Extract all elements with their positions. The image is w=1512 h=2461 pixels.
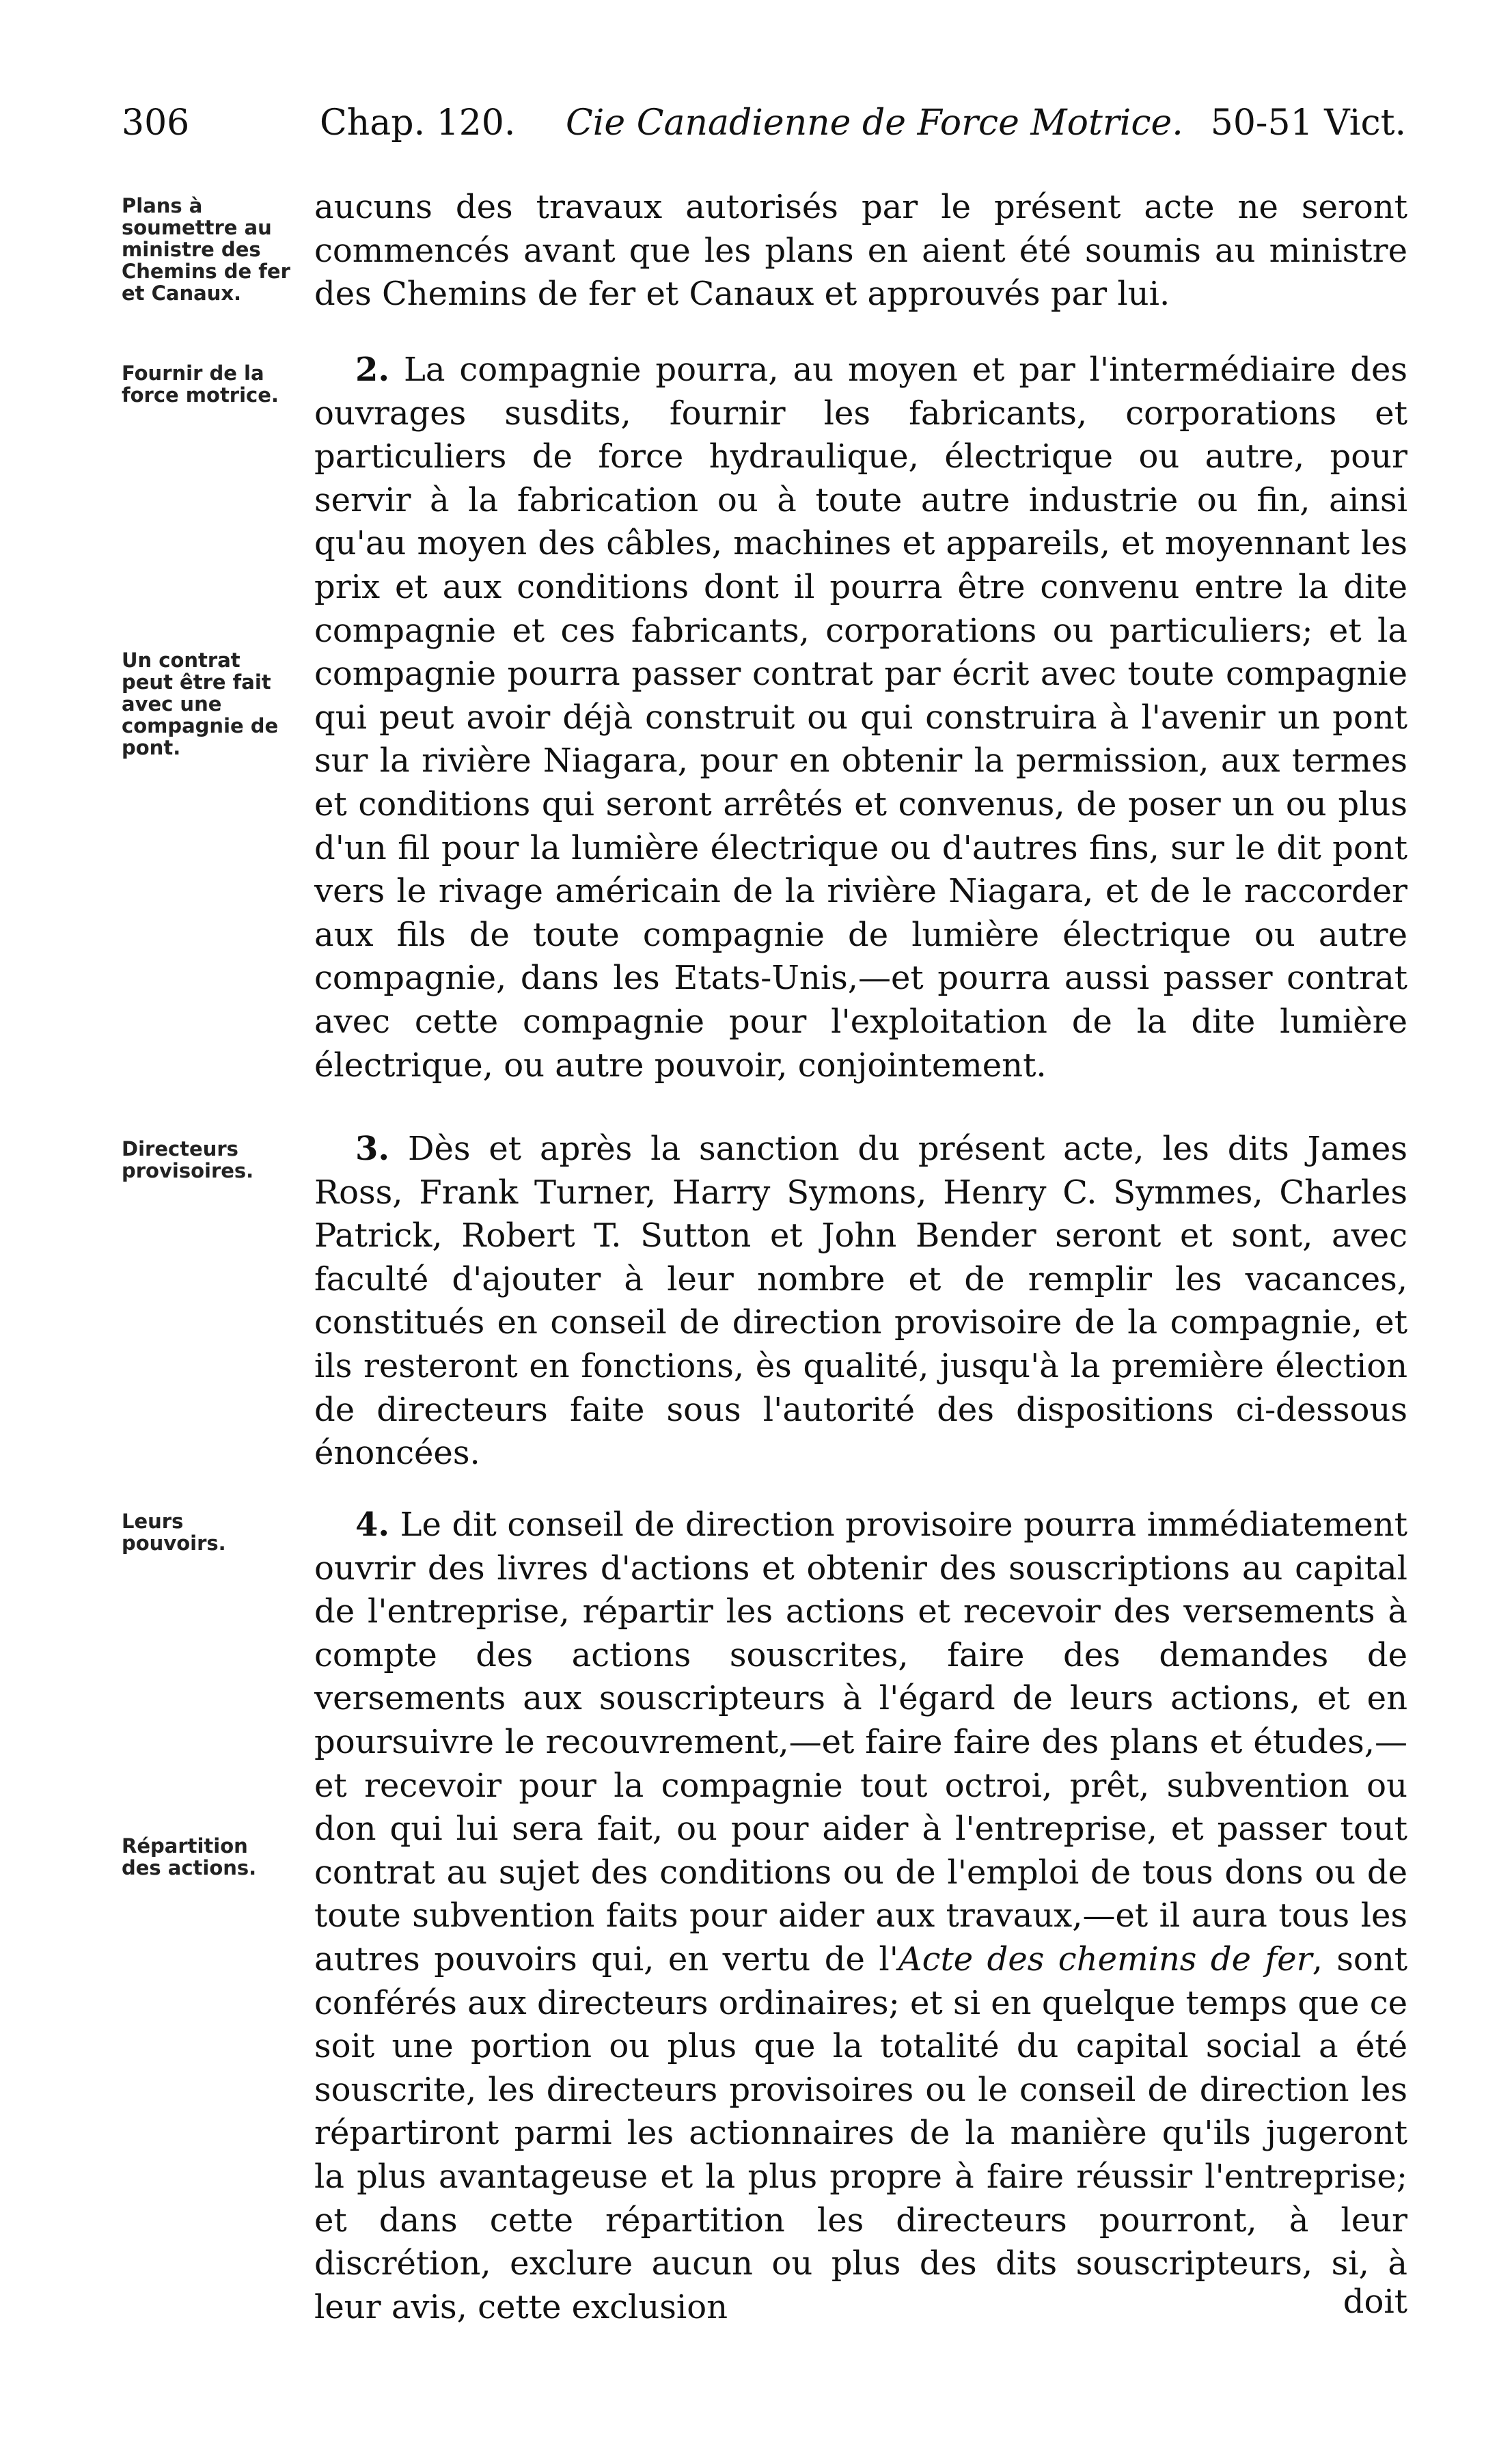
paragraph-text: , sont conférés aux directeurs ordinaires; et si en quelque temps que ce soit une portion ou plus que la totalité du capital social a été souscrite, les directeurs provisoires ou le conseil de direction les répartiront parmi les actionnaires de la manière qu'ils jugeront la plus avantageuse et la plus propre à faire réussir l'entreprise; et dans cette répartition les directeurs pourront, à leur discrétion, exclure aucun ou plus des dits souscripteurs, si, à leur avis, cette exclusion — [314, 1940, 1408, 2326]
chapter-label: Chap. 120. — [320, 103, 516, 144]
margin-note-pouvoirs: Leurs pouvoirs. — [122, 1510, 226, 1555]
act-title: Acte des chemins de fer — [898, 1940, 1312, 1979]
section-2 — [314, 349, 1407, 1087]
section-number: 3. — [355, 1130, 390, 1168]
margin-note-plans: Plans à soumettre au ministre des Chemins de fer et Canaux. — [122, 194, 290, 305]
section-number: 2. — [355, 351, 390, 389]
page-number: 306 — [122, 103, 190, 144]
section-4 — [314, 1504, 1407, 2329]
paragraph-continuation — [314, 186, 1407, 316]
margin-note-contrat: Un contrat peut être fait avec une compagnie de pont. — [122, 649, 279, 759]
running-title: Cie Canadienne de Force Motrice. — [566, 103, 1183, 144]
paragraph-text: Dès et après la sanction du présent acte, les dits James Ross, Frank Turner, Harry Symons, Henry C. Symmes, Charles Patrick, Robert T. Sutton et John Bender seront et sont, avec faculté d'ajouter à leur nombre et de remplir les vacances, constitués en conseil de direction provisoire de la compagnie, et ils resteront en fonctions, ès qualité, jusqu'à la première élection de directeurs faite sous l'autorité des dispositions ci-dessous énoncées. — [314, 1130, 1408, 1473]
section-number: 4. — [355, 1506, 390, 1544]
paragraph-text: Le dit conseil de direction provisoire pourra immédiatement ouvrir des livres d'actions et obtenir des souscriptions au capital de l'entreprise, répartir les actions et recevoir des versements à compte des actions souscrites, faire des demandes de versements aux souscripteurs à l'égard de leurs actions, et en poursuivre le recouvrement,—et faire faire des plans et études,—et recevoir pour la compagnie tout octroi, prêt, subvention ou don qui lui sera fait, ou pour aider à l'entreprise, et passer tout contrat au sujet des conditions ou de l'emploi de tous dons ou de toute subvention faits pour aider aux travaux,—et il aura tous les autres pouvoirs qui, en vertu de l' — [314, 1506, 1407, 1979]
margin-note-directeurs: Directeurs provisoires. — [122, 1137, 254, 1182]
margin-note-force-motrice: Fournir de la force motrice. — [122, 362, 279, 407]
running-header — [122, 103, 1406, 150]
catchword: doit — [1343, 2283, 1407, 2321]
paragraph-text: La compagnie pourra, au moyen et par l'intermédiaire des ouvrages susdits, fournir les fabricants, corporations et particuliers de force hydraulique, électrique ou autre, pour servir à la fabrication ou à toute autre industrie ou fin, ainsi qu'au moyen des câbles, machines et appareils, et moyennant les prix et aux conditions dont il pourra être convenu entre la dite compagnie et ces fabricants, corporations ou particuliers; et la compagnie pourra passer contrat par écrit avec toute compagnie qui peut avoir déjà construit ou qui construira à l'avenir un pont sur la rivière Niagara, pour en obtenir la permission, aux termes et conditions qui seront arrêtés et convenus, de poser un ou plus d'un fil pour la lumière électrique ou d'autres fins, sur le dit pont vers le rivage américain de la rivière Niagara, et de le raccorder aux fils de toute compagnie de lumière électrique ou autre compagnie, dans les Etats-Unis,—et pourra aussi passer contrat avec cette compagnie pour l'exploitation de la dite lumière électrique, ou autre pouvoir, conjointement. — [314, 351, 1407, 1085]
section-3 — [314, 1128, 1407, 1476]
regnal-year: 50-51 Vict. — [1210, 103, 1406, 144]
margin-note-repartition: Répartition des actions. — [122, 1834, 257, 1879]
paragraph-text: aucuns des travaux autorisés par le présent acte ne seront commencés avant que les plans en aient été soumis au ministre des Chemins de fer et Canaux et approuvés par lui. — [314, 188, 1407, 314]
